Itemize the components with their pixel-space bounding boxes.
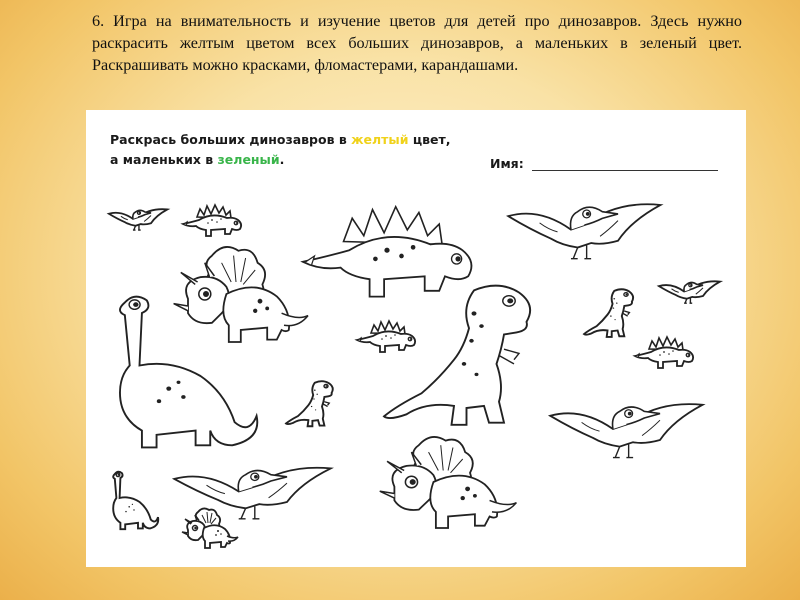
stegosaurus-icon [635,337,693,368]
pterodactyl-icon [508,204,660,258]
instruction-text: . [279,152,285,167]
pterodactyl-icon [550,404,702,457]
stegosaurus-icon [183,205,241,236]
instruction-text: Раскрась больших динозавров в [110,132,352,147]
trex-icon [286,381,333,426]
name-blank-line [532,156,718,171]
name-field [490,156,718,171]
name-label: Имя: [490,156,524,171]
stegosaurus-icon [303,207,472,297]
brachiosaurus-icon [113,472,158,529]
worksheet-instruction [110,130,451,170]
instruction-text: цвет, [408,132,451,147]
trex-icon [384,286,530,425]
pterodactyl-icon [659,281,720,303]
slide-description: 6. Игра на внимательность и изучение цветов для детей про динозавров. Здесь нужно раскрасить желтым цветом всех больших динозавров, а маленьких в зеленый цвет. Раскрашивать можно красками, фломастерами, карандашами. [92,12,742,74]
trex-icon [584,289,633,337]
instruction-text: а маленьких в [110,152,218,167]
triceratops-icon [174,247,308,342]
pterodactyl-icon [109,209,167,230]
green-highlight: зеленый [217,152,280,167]
triceratops-icon [380,437,517,528]
coloring-worksheet [86,110,746,567]
yellow-highlight: желтый [351,132,409,147]
stegosaurus-icon [357,321,415,352]
triceratops-icon [182,508,238,548]
dinosaur-illustrations [86,110,746,567]
